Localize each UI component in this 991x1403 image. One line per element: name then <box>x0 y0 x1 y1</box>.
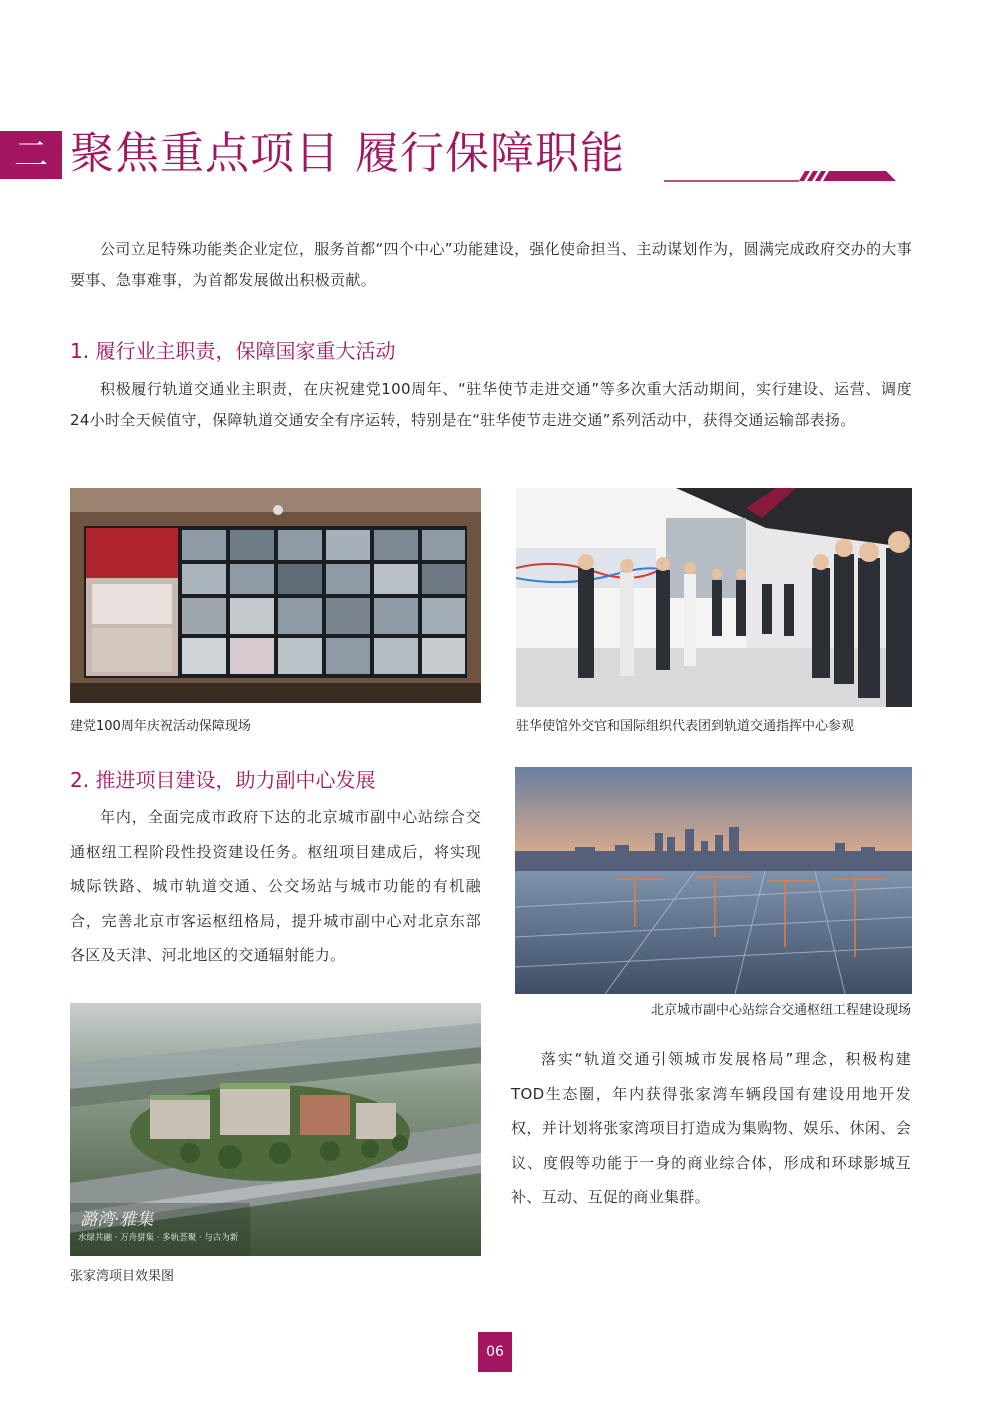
page-number: 06 <box>478 1332 512 1372</box>
zhangjiawan-rendering <box>70 1003 481 1256</box>
control-room-photo <box>70 488 481 703</box>
rendering-title: 潞湾·雅集 <box>80 1210 154 1230</box>
subsection-1-body: 积极履行轨道交通业主职责，在庆祝建党100周年、“驻华使节走进交通”等多次重大活动期间，实行建设、运营、调度24小时全天候值守，保障轨道交通安全有序运转，特别是在“驻华使节走进交通”系列活动中，获得交通运输部表扬。 <box>70 380 912 429</box>
section-number-badge: 二 <box>0 131 62 179</box>
construction-site-caption: 北京城市副中心站综合交通枢纽工程建设现场 <box>650 1003 911 1018</box>
diplomat-visit-photo <box>516 488 912 707</box>
tod-paragraph: 落实“轨道交通引领城市发展格局”理念，积极构建TOD生态圈，年内获得张家湾车辆段国有建设用地开发权，并计划将张家湾项目打造成为集购物、娱乐、休闲、会议、度假等功能于一身的商业综合体，形成和环球影城互补、互动、互促的商业集群。 <box>511 1050 911 1206</box>
section-title: 聚焦重点项目 履行保障职能 <box>70 128 625 179</box>
intro-paragraph: 公司立足特殊功能类企业定位，服务首都“四个中心”功能建设，强化使命担当、主动谋划作为，圆满完成政府交办的大事要事、急事难事，为首都发展做出积极贡献。 <box>70 240 912 289</box>
subsection-1-heading: 1. 履行业主职责，保障国家重大活动 <box>70 339 396 363</box>
title-underline-decoration <box>664 160 904 184</box>
subsection-2-heading: 2. 推进项目建设，助力副中心发展 <box>70 768 376 792</box>
subsection-2-body: 年内，全面完成市政府下达的北京城市副中心站综合交通枢纽工程阶段性投资建设任务。枢纽项目建成后，将实现城际铁路、城市轨道交通、公交场站与城市功能的有机融合，完善北京市客运枢纽格局，提升城市副中心对北京东部各区及天津、河北地区的交通辐射能力。 <box>70 808 481 964</box>
zhangjiawan-rendering-caption: 张家湾项目效果图 <box>70 1269 175 1284</box>
control-room-caption: 建党100周年庆祝活动保障现场 <box>70 719 251 734</box>
construction-site-photo <box>515 767 912 994</box>
rendering-subtitle: 水绿共融 · 万舟骈集 · 多轨荟聚 · 与古为新 <box>78 1233 239 1243</box>
diplomat-visit-caption: 驻华使馆外交官和国际组织代表团到轨道交通指挥中心参观 <box>516 719 855 734</box>
